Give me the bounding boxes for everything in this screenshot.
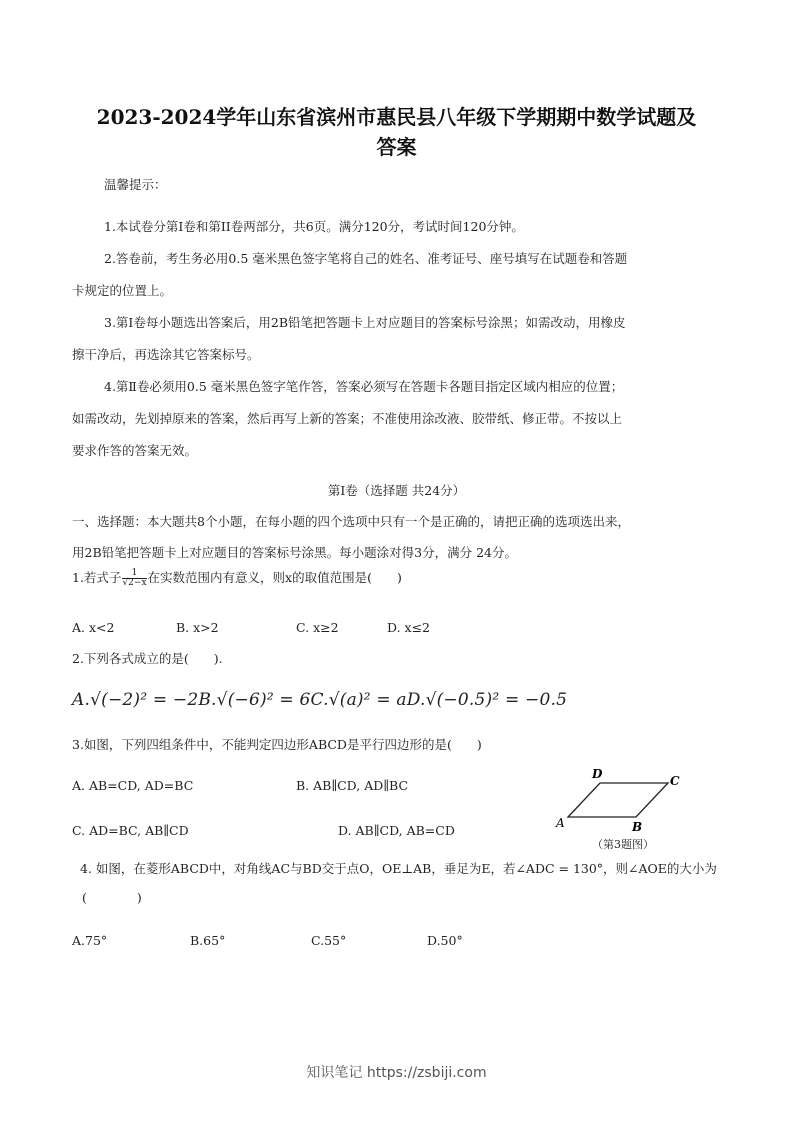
q1-option-d: D. x≤2: [387, 620, 430, 635]
q3-option-c: C. AD=BC, AB∥CD: [72, 823, 189, 838]
q1-frac-denominator: √2−x: [122, 578, 147, 588]
q2-math-options: A.√(−2)² = −2B.√(−6)² = 6C.√(a)² = aD.√(−0.5)² = −0.5: [72, 690, 568, 710]
parallelogram-shape: [568, 783, 668, 817]
vertex-label-b: B: [632, 820, 643, 834]
section-title: 第Ⅰ卷（选择题 共24分）: [327, 483, 466, 498]
notice-label: 温馨提示：: [104, 177, 167, 192]
note-2-cont: 卡规定的位置上。: [72, 283, 173, 298]
section-intro-2: 用2B铅笔把答题卡上对应题目的答案标号涂黑。每小题涂对得3分，满分 24分。: [72, 545, 517, 560]
q1-frac-numerator: 1: [122, 569, 146, 579]
vertex-label-d: D: [592, 767, 603, 781]
q1-fraction: [122, 569, 146, 588]
q1-option-c: C. x≥2: [296, 620, 339, 635]
question-3: 3.如图，下列四组条件中，不能判定四边形ABCD是平行四边形的是( ): [72, 737, 482, 752]
q1-prefix: 1.若式子: [72, 570, 122, 585]
question-1: [72, 569, 402, 588]
vertex-label-a: A: [556, 816, 565, 830]
q3-option-b: B. AB∥CD, AD∥BC: [296, 778, 409, 793]
q4-answer-paren: ( ): [82, 890, 142, 905]
note-3: 3.第Ⅰ卷每小题选出答案后，用2B铅笔把答题卡上对应题目的答案标号涂黑；如需改动，用橡皮: [104, 315, 626, 330]
vertex-label-c: C: [670, 774, 680, 788]
note-4-cont: 如需改动，先划掉原来的答案，然后再写上新的答案；不准使用涂改液、胶带纸、修正带。不按以上: [72, 411, 623, 426]
note-3-cont: 擦干净后，再选涂其它答案标号。: [72, 347, 260, 362]
q1-option-a: A. x<2: [72, 620, 115, 635]
q4-option-d: D.50°: [427, 933, 463, 948]
footer-watermark: 知识笔记 https://zsbiji.com: [306, 1065, 487, 1081]
q3-option-a: A. AB=CD, AD=BC: [72, 778, 194, 793]
note-2: 2.答卷前，考生务必用0.5 毫米黑色签字笔将自己的姓名、准考证号、座号填写在试题卷和答题: [104, 251, 628, 266]
question-4: 4. 如图，在菱形ABCD中，对角线AC与BD交于点O，OE⊥AB，垂足为E，若∠ADC = 130°，则∠AOE的大小为: [80, 861, 717, 876]
figure-caption: （第3题图）: [592, 838, 654, 851]
q1-option-b: B. x>2: [176, 620, 219, 635]
q3-option-d: D. AB∥CD, AB=CD: [338, 823, 455, 838]
q4-option-c: C.55°: [311, 933, 347, 948]
page-title: [60, 102, 733, 162]
q4-option-a: A.75°: [72, 933, 108, 948]
note-1: 1.本试卷分第Ⅰ卷和第II卷两部分，共6页。满分120分，考试时间120分钟。: [104, 219, 524, 234]
question-2: 2.下列各式成立的是( ).: [72, 651, 223, 666]
note-4: 4.第Ⅱ卷必须用0.5 毫米黑色签字笔作答，答案必须写在答题卡各题目指定区域内相应的位置；: [104, 379, 624, 394]
q1-suffix: 在实数范围内有意义，则x的取值范围是( ): [147, 570, 402, 585]
section-intro-1: 一、选择题：本大题共8个小题，在每小题的四个选项中只有一个是正确的，请把正确的选项选出来，: [72, 514, 630, 529]
note-4-cont-2: 要求作答的答案无效。: [72, 443, 198, 458]
title-line-1: 2023-2024学年山东省滨州市惠民县八年级下学期期中数学试题及: [96, 105, 697, 129]
q4-option-b: B.65°: [190, 933, 226, 948]
title-line-2: 答案: [376, 135, 417, 159]
